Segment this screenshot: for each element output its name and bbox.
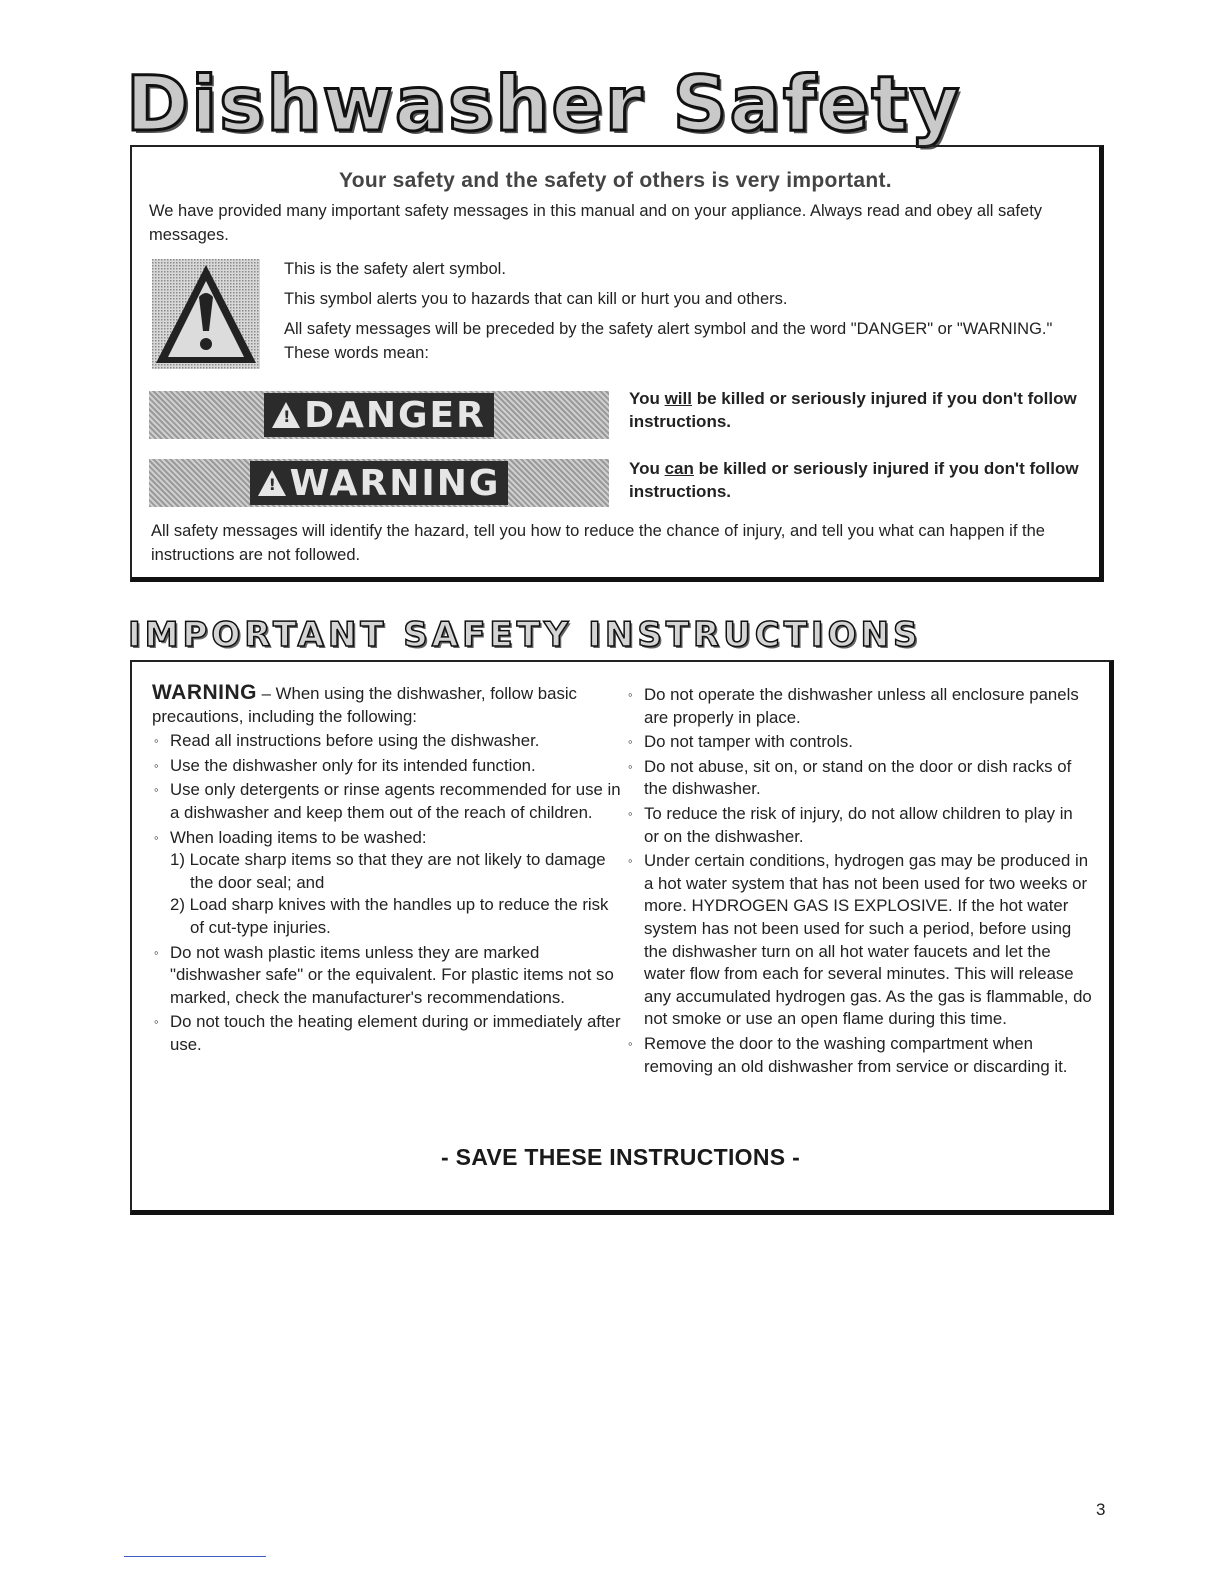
safety-alert-icon: [152, 259, 260, 369]
list-item: ◦ To reduce the risk of injury, do not allow children to play in or on the dishwasher.: [626, 803, 1092, 848]
list-item: ◦ Read all instructions before using the dishwasher.: [152, 730, 622, 753]
safety-intro-box: [130, 145, 1104, 582]
list-item: ◦ Use the dishwasher only for its intended function.: [152, 755, 622, 778]
alert-explanation: [284, 257, 1084, 371]
warning-lead: WARNING: [152, 681, 257, 704]
warning-emphasis: can: [664, 459, 694, 478]
list-item: ◦ Remove the door to the washing compartment when removing an old dishwasher from service or discarding it.: [626, 1033, 1092, 1078]
alert-line: All safety messages will be preceded by the safety alert symbol and the word "DANGER" or "WARNING." These words mean:: [284, 320, 1053, 362]
safety-outro-text: All safety messages will identify the hazard, tell you how to reduce the chance of injury, and tell you what can happen if the instructions are not followed.: [151, 522, 1045, 564]
danger-meaning: You will be killed or seriously injured if you don't follow instructions.: [629, 389, 1077, 431]
list-item: ◦ Do not touch the heating element during or immediately after use.: [152, 1011, 622, 1056]
page-number: 3: [1096, 1500, 1106, 1519]
warning-meaning: You can be killed or seriously injured if you don't follow instructions.: [629, 459, 1079, 501]
list-item: ◦ Use only detergents or rinse agents recommended for use in a dishwasher and keep them out of the reach of children.: [152, 779, 622, 824]
list-item: ◦ Do not operate the dishwasher unless all enclosure panels are properly in place.: [626, 684, 1092, 729]
warning-triangle-icon: !: [272, 402, 300, 428]
section-title: IMPORTANT SAFETY INSTRUCTIONS: [128, 615, 922, 655]
warning-banner: [149, 459, 609, 507]
instructions-left-column: [152, 682, 622, 1057]
list-item: ◦ Do not wash plastic items unless they are marked "dishwasher safe" or the equivalent. For plastic items not so marked, check the manufacturer's recommendations.: [152, 942, 622, 1010]
warning-label: WARNING: [289, 462, 501, 504]
sub-list-item: 1) Locate sharp items so that they are not likely to damage the door seal; and: [170, 850, 606, 892]
safety-intro-text: We have provided many important safety messages in this manual and on your appliance. Always read and obey all safety messages.: [149, 202, 1043, 244]
instructions-box: [130, 660, 1114, 1215]
danger-emphasis: will: [664, 389, 692, 408]
list-item: ◦ When loading items to be washed:: [152, 827, 622, 850]
sub-list-item: 2) Load sharp knives with the handles up to reduce the risk of cut-type injuries.: [170, 895, 609, 937]
warning-triangle-icon: !: [258, 470, 286, 496]
alert-line: This symbol alerts you to hazards that can kill or hurt you and others.: [284, 290, 788, 308]
danger-label: DANGER: [304, 394, 486, 436]
safety-subtitle: Your safety and the safety of others is very important.: [339, 169, 892, 192]
list-item: ◦ Do not abuse, sit on, or stand on the door or dish racks of the dishwasher.: [626, 756, 1092, 801]
instructions-right-column: [626, 682, 1092, 1078]
save-instructions: - SAVE THESE INSTRUCTIONS -: [440, 1144, 801, 1170]
page-title: Dishwasher Safety: [126, 59, 962, 148]
alert-line: This is the safety alert symbol.: [284, 260, 506, 278]
warning-intro: WARNING – When using the dishwasher, follow basic precautions, including the following:: [152, 681, 577, 726]
list-item: ◦ Under certain conditions, hydrogen gas may be produced in a hot water system that has not been used for two weeks or more. HYDROGEN GAS IS EXPLOSIVE. If the hot water system has not been used for such a period, before using the dishwasher turn on all hot water faucets and let the water flow from each for several minutes. This will release any accumulated hydrogen gas. As the gas is flammable, do not smoke or use an open flame during this time.: [626, 850, 1092, 1031]
footer-divider: [124, 1556, 266, 1557]
danger-banner: [149, 391, 609, 439]
list-item: ◦ Do not tamper with controls.: [626, 731, 1092, 754]
